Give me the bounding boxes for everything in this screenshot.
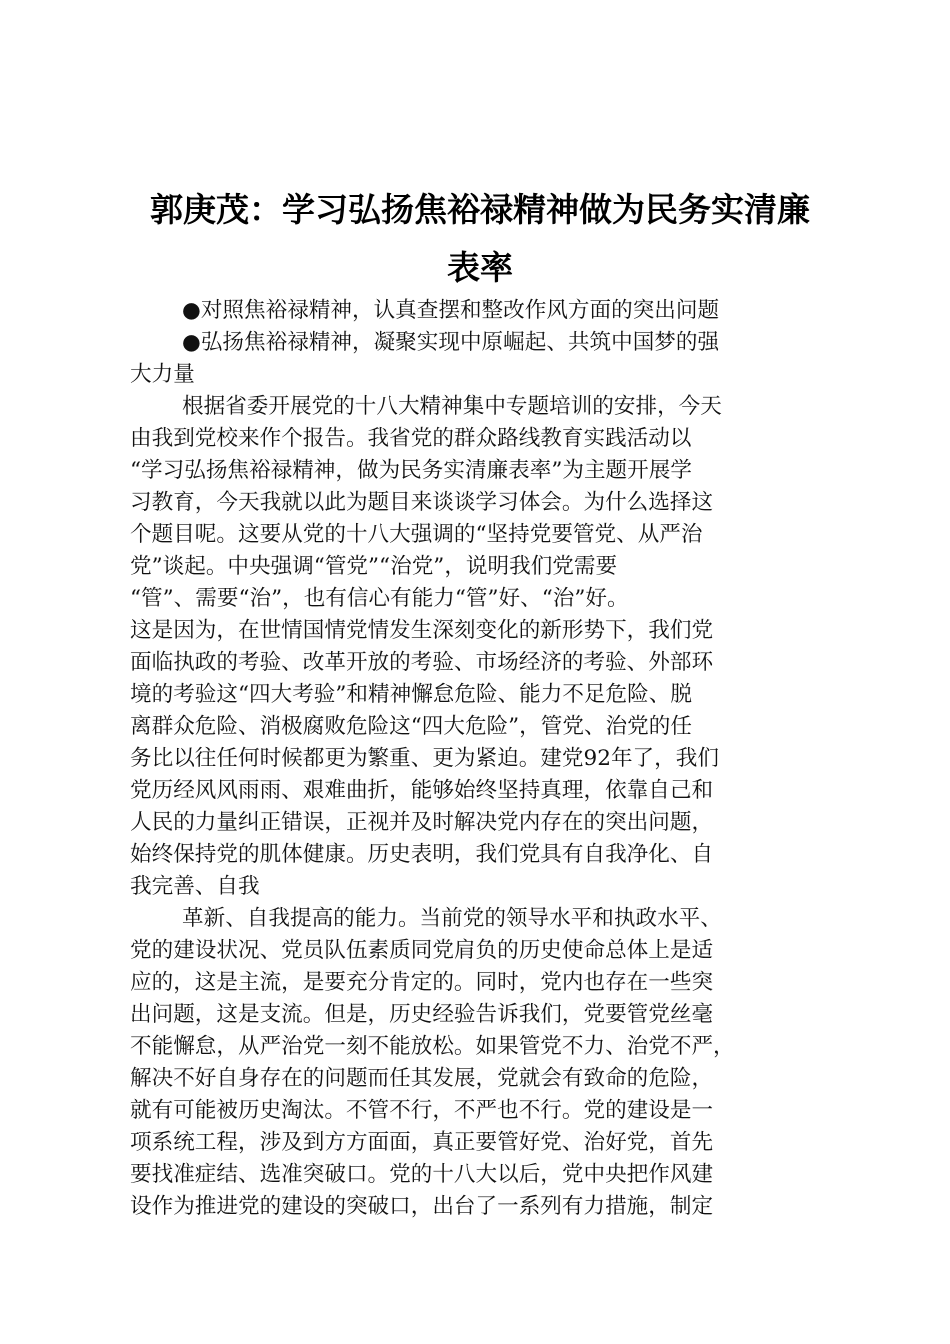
body-line: 项系统工程，涉及到方方面面，真正要管好党、治好党，首先 [130, 1130, 714, 1155]
body-line: 我完善、自我 [130, 874, 260, 899]
body-line: 人民的力量纠正错误，正视并及时解决党内存在的突出问题， [130, 810, 714, 835]
body-line: 习教育，今天我就以此为题目来谈谈学习体会。为什么选择这 [130, 490, 714, 515]
bullet-line-1: ●对照焦裕禄精神，认真查摆和整改作风方面的突出问题 [182, 298, 720, 323]
body-line: 就有可能被历史淘汰。不管不行，不严也不行。党的建设是一 [130, 1098, 714, 1123]
document-title-line-1: 郭庚茂：学习弘扬焦裕禄精神做为民务实清廉 [150, 190, 810, 229]
body-line: 由我到党校来作个报告。我省党的群众路线教育实践活动以 [130, 426, 692, 451]
bullet-line-2: ●弘扬焦裕禄精神，凝聚实现中原崛起、共筑中国梦的强 [182, 330, 720, 355]
body-line: 应的，这是主流，是要充分肯定的。同时，党内也存在一些突 [130, 970, 714, 995]
body-line: 党”谈起。中央强调“管党”“治党”，说明我们党需要 [130, 554, 618, 579]
body-line: 大力量 [130, 362, 195, 387]
body-line: 设作为推进党的建设的突破口，出台了一系列有力措施，制定 [130, 1194, 714, 1219]
body-line: 不能懈怠，从严治党一刻不能放松。如果管党不力、治党不严， [130, 1034, 735, 1059]
body-line: 党历经风风雨雨、艰难曲折，能够始终坚持真理，依靠自己和 [130, 778, 714, 803]
body-line: 境的考验这“四大考验”和精神懈怠危险、能力不足危险、脱 [130, 682, 692, 707]
body-line: 个题目呢。这要从党的十八大强调的“坚持党要管党、从严治 [130, 522, 703, 547]
document-title-line-2: 表率 [447, 248, 513, 287]
body-line: 要找准症结、选准突破口。党的十八大以后，党中央把作风建 [130, 1162, 714, 1187]
body-line: 始终保持党的肌体健康。历史表明，我们党具有自我净化、自 [130, 842, 714, 867]
paragraph-1-first-line: 根据省委开展党的十八大精神集中专题培训的安排，今天 [182, 394, 722, 419]
body-line: 离群众危险、消极腐败危险这“四大危险”，管党、治党的任 [130, 714, 692, 739]
body-line: 出问题，这是支流。但是，历史经验告诉我们，党要管党丝毫 [130, 1002, 714, 1027]
body-line: “管”、需要“治”，也有信心有能力“管”好、“治”好。 [130, 586, 629, 611]
body-line: 这是因为，在世情国情党情发生深刻变化的新形势下，我们党 [130, 618, 714, 643]
body-line: “学习弘扬焦裕禄精神，做为民务实清廉表率”为主题开展学 [130, 458, 692, 483]
body-line: 解决不好自身存在的问题而任其发展，党就会有致命的危险， [130, 1066, 714, 1091]
body-line: 党的建设状况、党员队伍素质同党肩负的历史使命总体上是适 [130, 938, 714, 963]
paragraph-2-first-line: 革新、自我提高的能力。当前党的领导水平和执政水平、 [182, 906, 722, 931]
body-line: 务比以往任何时候都更为繁重、更为紧迫。建党92年了，我们 [130, 746, 719, 771]
body-line: 面临执政的考验、改革开放的考验、市场经济的考验、外部环 [130, 650, 714, 675]
